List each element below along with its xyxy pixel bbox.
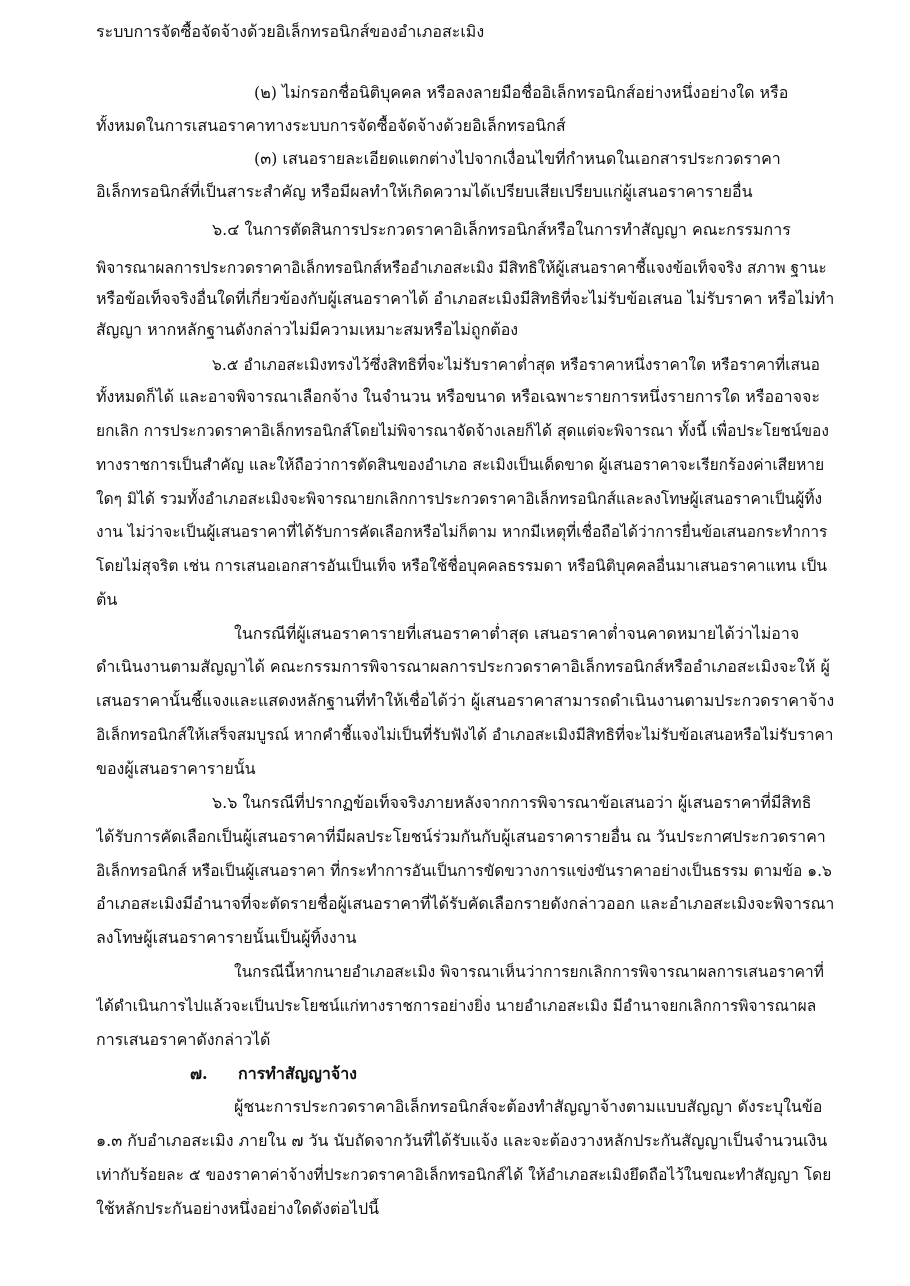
text-line: ทั้งหมดก็ได้ และอาจพิจารณาเลือกจ้าง ในจำนวน หรือขนาด หรือเฉพาะรายการหนึ่งรายการใด หรืออาจจะ [96, 387, 820, 406]
text-line: ลงโทษผู้เสนอราคารายนั้นเป็นผู้ทิ้งงาน [96, 928, 357, 947]
text-line: เท่ากับร้อยละ ๕ ของราคาค่าจ้างที่ประกวดราคาอิเล็กทรอนิกส์ได้ ให้อำเภอสะเมิงยึดถือไว้ในขณะทำสัญญา โดย [96, 1166, 832, 1184]
text-line: ใช้หลักประกันอย่างหนึ่งอย่างใดดังต่อไปนี้ [96, 1199, 380, 1218]
text-line: อิเล็กทรอนิกส์ที่เป็นสาระสำคัญ หรือมีผลทำให้เกิดความได้เปรียบเสียเปรียบแก่ผู้เสนอราคารายอื่น [96, 182, 753, 201]
text-line: สัญญา หากหลักฐานดังกล่าวไม่มีความเหมาะสมหรือไม่ถูกต้อง [96, 320, 519, 339]
text-line: ต้น [96, 590, 118, 609]
text-line: อิเล็กทรอนิกส์ให้เสร็จสมบูรณ์ หากคำชี้แจงไม่เป็นที่รับฟังได้ อำเภอสะเมิงมีสิทธิที่จะไม่รับข้อเสนอหรือไม่รับราคา [96, 726, 834, 744]
text-line: ได้รับการคัดเลือกเป็นผู้เสนอราคาที่มีผลประโยชน์ร่วมกันกับผู้เสนอราคารายอื่น ณ วันประกาศประกวดราคา [96, 827, 826, 846]
section-7-number: ๗. [190, 1064, 208, 1083]
text-line: ผู้ชนะการประกวดราคาอิเล็กทรอนิกส์จะต้องทำสัญญาจ้างตามแบบสัญญา ดังระบุในข้อ [234, 1097, 823, 1116]
clause-6-6: ๖.๖ ในกรณีที่ปรากฏข้อเท็จจริงภายหลังจากการพิจารณาข้อเสนอว่า ผู้เสนอราคาที่มีสิทธิ [212, 793, 812, 812]
text-line: อิเล็กทรอนิกส์ หรือเป็นผู้เสนอราคา ที่กระทำการอันเป็นการขัดขวางการแข่งขันราคาอย่างเป็นธรรม ตามข้อ ๑.๖ [96, 862, 832, 880]
text-line: ระบบการจัดซื้อจัดจ้างด้วยอิเล็กทรอนิกส์ของอำเภอสะเมิง [96, 22, 485, 41]
text-line: ของผู้เสนอราคารายนั้น [96, 759, 256, 778]
text-line: ยกเลิก การประกวดราคาอิเล็กทรอนิกส์โดยไม่พิจารณาจัดจ้างเลยก็ได้ สุดแต่จะพิจารณา ทั้งนี้ เพื่อประโยชน์ของ [96, 422, 829, 440]
text-line: ได้ดำเนินการไปแล้วจะเป็นประโยชน์แก่ทางราชการอย่างยิ่ง นายอำเภอสะเมิง มีอำนาจยกเลิกการพิจารณาผล [96, 997, 817, 1015]
text-line: พิจารณาผลการประกวดราคาอิเล็กทรอนิกส์หรืออำเภอสะเมิง มีสิทธิให้ผู้เสนอราคาชี้แจงข้อเท็จจริง สภาพ ฐานะ [96, 259, 827, 277]
list-item-2: (๒) ไม่กรอกชื่อนิติบุคคล หรือลงลายมือชื่ออิเล็กทรอนิกส์อย่างหนึ่งอย่างใด หรือ [254, 83, 789, 102]
text-line: การเสนอราคาดังกล่าวได้ [96, 1030, 271, 1049]
text-line: ใดๆ มิได้ รวมทั้งอำเภอสะเมิงจะพิจารณายกเลิกการประกวดราคาอิเล็กทรอนิกส์และลงโทษผู้เสนอราคาเป็นผู้ทิ้ง [96, 490, 823, 508]
text-line: ทางราชการเป็นสำคัญ และให้ถือว่าการตัดสินของอำเภอ สะเมิงเป็นเด็ดขาด ผู้เสนอราคาจะเรียกร้องค่าเสียหาย [96, 456, 825, 474]
text-line: เสนอราคานั้นชี้แจงและแสดงหลักฐานที่ทำให้เชื่อได้ว่า ผู้เสนอราคาสามารถดำเนินงานตามประกวดราคาจ้าง [96, 691, 835, 710]
text-line: อำเภอสะเมิงมีอำนาจที่จะตัดรายชื่อผู้เสนอราคาที่ได้รับคัดเลือกรายดังกล่าวออก และอำเภอสะเมิงจะพิจารณา [96, 894, 835, 913]
paragraph-lowest-bid: ในกรณีที่ผู้เสนอราคารายที่เสนอราคาต่ำสุด เสนอราคาต่ำจนคาดหมายได้ว่าไม่อาจ [234, 624, 800, 643]
section-7-title: การทำสัญญาจ้าง [238, 1064, 357, 1083]
clause-6-4: ๖.๔ ในการตัดสินการประกวดราคาอิเล็กทรอนิกส์หรือในการทำสัญญา คณะกรรมการ [212, 220, 791, 239]
clause-6-5: ๖.๕ อำเภอสะเมิงทรงไว้ซึ่งสิทธิที่จะไม่รับราคาต่ำสุด หรือราคาหนึ่งราคาใด หรือราคาที่เสนอ [212, 356, 820, 374]
text-line: งาน ไม่ว่าจะเป็นผู้เสนอราคาที่ได้รับการคัดเลือกหรือไม่ก็ตาม หากมีเหตุที่เชื่อถือได้ว่าการยื่นข้อเสนอกระทำการ [96, 523, 828, 541]
text-line: ดำเนินงานตามสัญญาได้ คณะกรรมการพิจารณาผลการประกวดราคาอิเล็กทรอนิกส์หรืออำเภอสะเมิงจะให้ ผู้ [96, 657, 830, 676]
paragraph-cancellation: ในกรณีนี้หากนายอำเภอสะเมิง พิจารณาเห็นว่าการยกเลิกการพิจารณาผลการเสนอราคาที่ [234, 963, 824, 981]
text-line: ทั้งหมดในการเสนอราคาทางระบบการจัดซื้อจัดจ้างด้วยอิเล็กทรอนิกส์ [96, 116, 566, 135]
text-line: โดยไม่สุจริต เช่น การเสนอเอกสารอันเป็นเท็จ หรือใช้ชื่อบุคคลธรรมดา หรือนิติบุคคลอื่นมาเสนอราคาแทน เป็น [96, 557, 827, 575]
list-item-3: (๓) เสนอรายละเอียดแตกต่างไปจากเงื่อนไขที่กำหนดในเอกสารประกวดราคา [254, 149, 781, 168]
text-line: ๑.๓ กับอำเภอสะเมิง ภายใน ๗ วัน นับถัดจากวันที่ได้รับแจ้ง และจะต้องวางหลักประกันสัญญาเป็นจำนวนเงิน [96, 1131, 828, 1150]
text-line: หรือข้อเท็จจริงอื่นใดที่เกี่ยวข้องกับผู้เสนอราคาได้ อำเภอสะเมิงมีสิทธิที่จะไม่รับข้อเสนอ ไม่รับราคา หรือไม่ทำ [96, 289, 835, 308]
